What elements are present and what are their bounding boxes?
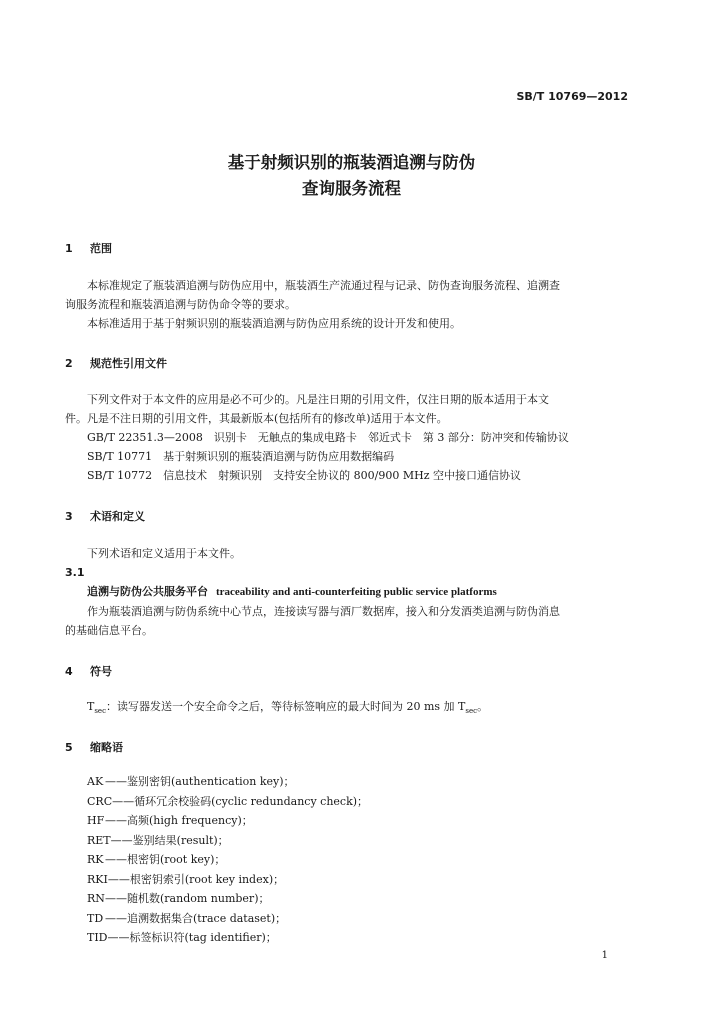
- list-item: RK ——根密钥(root key)；: [87, 853, 226, 866]
- section-3-heading: 3 术语和定义: [65, 510, 145, 523]
- section-4-heading: 4 符号: [65, 665, 112, 678]
- term-number: 3.1: [65, 566, 85, 579]
- list-item: TD ——追溯数据集合(trace dataset)；: [87, 911, 287, 925]
- list-item: AK ——鉴别密钥(authentication key)；: [87, 775, 295, 788]
- standard-code: SB/T 10769—2012: [516, 90, 628, 103]
- list-item: TID——标签标识符(tag identifier)；: [87, 931, 277, 944]
- section-2-heading: 2 规范性引用文件: [65, 357, 167, 370]
- list-item: RN——随机数(random number)；: [87, 892, 270, 905]
- symbol-definition: $T_{sec}$：读写器发送一个安全命令之后，等待标签响应的最大时间为 20 ms 加 $T_{sec}$。: [87, 700, 489, 716]
- section-3-body: 下列术语和定义适用于本文件。 3.1 追溯与防伪公共服务平台 traceability and anti-counterfeiting public service platforms 作为瓶装酒追溯与防伪系统中心节点，连接读写器与酒厂数据库，接入和分发酒类追溯与防伪消息 的基础信息平台。: [65, 547, 560, 637]
- list-item: RET——鉴别结果(result)；: [87, 833, 229, 847]
- section-5-heading: 5 缩略语: [65, 741, 123, 754]
- page-number: 1: [601, 950, 608, 961]
- reference-3: SB/T 10772 信息技术 射频识别 支持安全协议的 800/900 MHz 空中接口通信协议: [87, 469, 521, 482]
- list-item: HF——高频(high frequency)；: [87, 814, 253, 827]
- title-line-1: 基于射频识别的瓶装酒追溯与防伪: [227, 153, 476, 172]
- section-1-heading: 1 范围: [65, 242, 112, 255]
- section-2-body: 下列文件对于本文件的应用是必不可少的。凡是注日期的引用文件，仅注日期的版本适用于本文 件。凡是不注日期的引用文件，其最新版本(包括所有的修改单)适用于本文件。 GB/T 22351.3—2008 识别卡 无触点的集成电路卡 邻近式卡 第 3 部分：防冲突和传输协议 SB/T 10771 基于射频识别的瓶装酒追溯与防伪应用数据编码 SB/T 10772 信息技术 射频识别 支持安全协议的 800/900 MHz 空中接口通信协议: [65, 390, 569, 485]
- term-entry: 追溯与防伪公共服务平台 traceability and anti-counterfeiting public service platforms: [87, 585, 497, 598]
- section-1-body: 本标准规定了瓶装酒追溯与防伪应用中，瓶装酒生产流通过程与记录、防伪查询服务流程、追溯查 询服务流程和瓶装酒追溯与防伪命令等的要求。 本标准适用于基于射频识别的瓶装酒追溯与防伪应用系统的设计开发和使用。: [65, 279, 560, 330]
- list-item: RKI——根密钥索引(root key index)；: [87, 872, 285, 886]
- reference-2: SB/T 10771 基于射频识别的瓶装酒追溯与防伪应用数据编码: [87, 450, 395, 463]
- reference-1: GB/T 22351.3—2008 识别卡 无触点的集成电路卡 邻近式卡 第 3 部分：防冲突和传输协议: [87, 431, 569, 444]
- list-item: CRC——循环冗余校验码(cyclic redundancy check)；: [87, 794, 369, 808]
- title-line-2: 查询服务流程: [302, 179, 401, 198]
- abbreviation-list: [87, 772, 368, 948]
- document-title: [0, 150, 703, 202]
